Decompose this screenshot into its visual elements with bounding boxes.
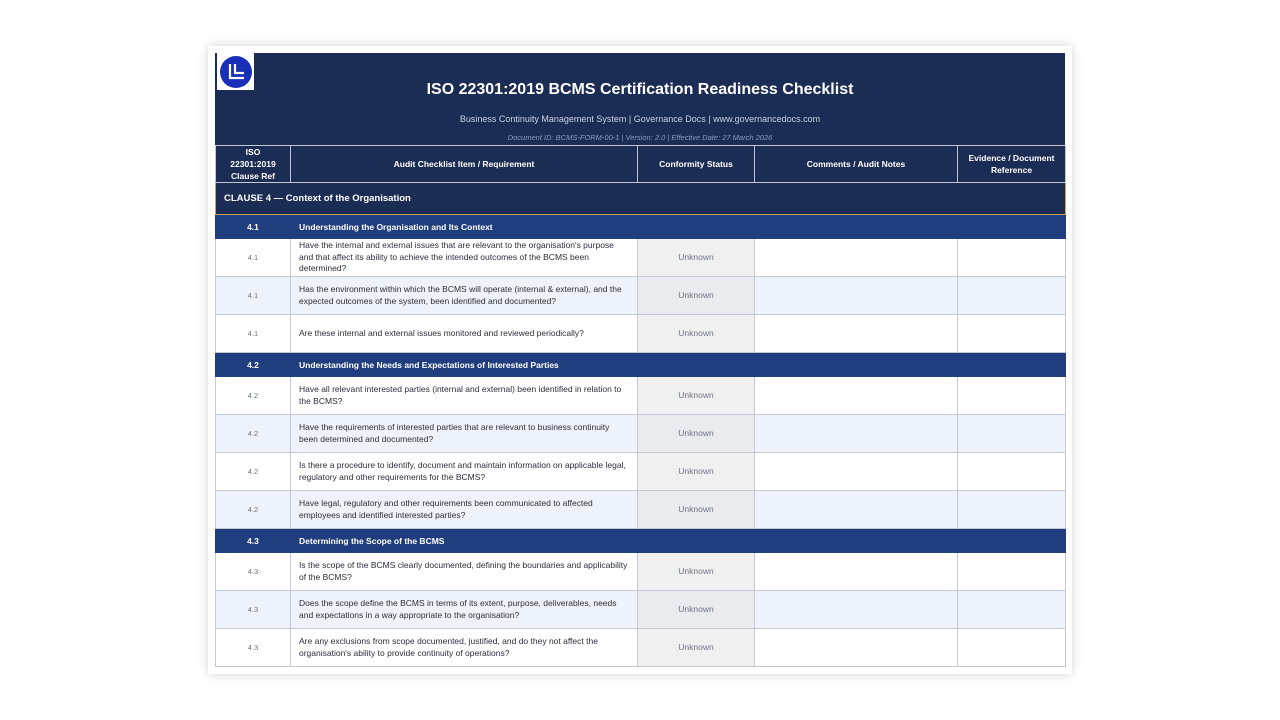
clause-ref-cell: 4.1: [216, 239, 291, 277]
clause-title: CLAUSE 4 — Context of the Organisation: [216, 183, 1066, 215]
comments-cell[interactable]: [755, 553, 958, 591]
comments-cell[interactable]: [755, 415, 958, 453]
evidence-cell[interactable]: [958, 239, 1066, 277]
document-meta: Document ID: BCMS-FORM-00-1 | Version: 2.0 | Effective Date: 27 March 2026: [507, 133, 773, 142]
conformity-status-cell[interactable]: Unknown: [638, 553, 755, 591]
page-subtitle: Business Continuity Management System | Governance Docs | www.governancedocs.com: [459, 114, 821, 124]
conformity-status-cell[interactable]: Unknown: [638, 415, 755, 453]
document-header: [215, 53, 1065, 146]
evidence-cell[interactable]: [958, 553, 1066, 591]
comments-cell[interactable]: [755, 491, 958, 529]
clause-ref-cell: 4.1: [216, 277, 291, 315]
comments-cell[interactable]: [755, 629, 958, 667]
section-row: [216, 215, 1066, 239]
section-row: [216, 353, 1066, 377]
column-header-conformity-status: Conformity Status: [638, 146, 755, 183]
requirement-cell: Is there a procedure to identify, document and maintain information on applicable legal, regulatory and other requirements for the BCMS?: [291, 453, 638, 491]
table-row: [216, 553, 1066, 591]
comments-cell[interactable]: [755, 453, 958, 491]
table-row: [216, 277, 1066, 315]
column-header-clause-ref: ISO 22301:2019 Clause Ref: [216, 146, 291, 183]
table-row: [216, 453, 1066, 491]
comments-cell[interactable]: [755, 591, 958, 629]
table-row: [216, 591, 1066, 629]
conformity-status-cell[interactable]: Unknown: [638, 591, 755, 629]
conformity-status-cell[interactable]: Unknown: [638, 315, 755, 353]
table-header-row: [216, 146, 1066, 183]
clause-row: [216, 183, 1066, 215]
evidence-cell[interactable]: [958, 415, 1066, 453]
evidence-cell[interactable]: [958, 453, 1066, 491]
conformity-status-cell[interactable]: Unknown: [638, 277, 755, 315]
requirement-cell: Are any exclusions from scope documented, justified, and do they not affect the organisation's ability to provide continuity of operations?: [291, 629, 638, 667]
checklist-table: [215, 145, 1066, 667]
clause-ref-cell: 4.2: [216, 377, 291, 415]
column-header-requirement: Audit Checklist Item / Requirement: [291, 146, 638, 183]
clause-ref-cell: 4.2: [216, 415, 291, 453]
comments-cell[interactable]: [755, 239, 958, 277]
comments-cell[interactable]: [755, 315, 958, 353]
section-ref: 4.1: [216, 215, 291, 239]
requirement-cell: Does the scope define the BCMS in terms of its extent, purpose, deliverables, needs and expectations in a way appropriate to the organisation?: [291, 591, 638, 629]
clause-ref-cell: 4.2: [216, 453, 291, 491]
section-title: Determining the Scope of the BCMS: [291, 529, 1066, 553]
table-row: [216, 491, 1066, 529]
conformity-status-cell[interactable]: Unknown: [638, 491, 755, 529]
evidence-cell[interactable]: [958, 629, 1066, 667]
section-row: [216, 529, 1066, 553]
page-title: ISO 22301:2019 BCMS Certification Readiness Checklist: [426, 81, 854, 98]
document-sheet: [208, 46, 1072, 674]
clause-ref-cell: 4.3: [216, 553, 291, 591]
clause-ref-cell: 4.3: [216, 629, 291, 667]
conformity-status-cell[interactable]: Unknown: [638, 377, 755, 415]
comments-cell[interactable]: [755, 277, 958, 315]
conformity-status-cell[interactable]: Unknown: [638, 239, 755, 277]
table-row: [216, 377, 1066, 415]
evidence-cell[interactable]: [958, 277, 1066, 315]
table-row: [216, 315, 1066, 353]
requirement-cell: Are these internal and external issues monitored and reviewed periodically?: [291, 315, 638, 353]
clause-ref-cell: 4.2: [216, 491, 291, 529]
table-row: [216, 629, 1066, 667]
section-ref: 4.3: [216, 529, 291, 553]
conformity-status-cell[interactable]: Unknown: [638, 453, 755, 491]
evidence-cell[interactable]: [958, 315, 1066, 353]
requirement-cell: Have the internal and external issues that are relevant to the organisation's purpose and that affect its ability to achieve the intended outcomes of the BCMS been determined?: [291, 239, 638, 277]
conformity-status-cell[interactable]: Unknown: [638, 629, 755, 667]
evidence-cell[interactable]: [958, 591, 1066, 629]
section-ref: 4.2: [216, 353, 291, 377]
table-row: [216, 415, 1066, 453]
requirement-cell: Have all relevant interested parties (internal and external) been identified in relation to the BCMS?: [291, 377, 638, 415]
requirement-cell: Have the requirements of interested parties that are relevant to business continuity been determined and documented?: [291, 415, 638, 453]
comments-cell[interactable]: [755, 377, 958, 415]
requirement-cell: Has the environment within which the BCMS will operate (internal & external), and the expected outcomes of the system, been identified and documented?: [291, 277, 638, 315]
evidence-cell[interactable]: [958, 491, 1066, 529]
requirement-cell: Have legal, regulatory and other requirements been communicated to affected employees and identified interested parties?: [291, 491, 638, 529]
section-title: Understanding the Organisation and Its Context: [291, 215, 1066, 239]
section-title: Understanding the Needs and Expectations of Interested Parties: [291, 353, 1066, 377]
clause-ref-cell: 4.3: [216, 591, 291, 629]
requirement-cell: Is the scope of the BCMS clearly documented, defining the boundaries and applicability of the BCMS?: [291, 553, 638, 591]
table-row: [216, 239, 1066, 277]
column-header-evidence: Evidence / Document Reference: [958, 146, 1066, 183]
column-header-comments: Comments / Audit Notes: [755, 146, 958, 183]
evidence-cell[interactable]: [958, 377, 1066, 415]
clause-ref-cell: 4.1: [216, 315, 291, 353]
